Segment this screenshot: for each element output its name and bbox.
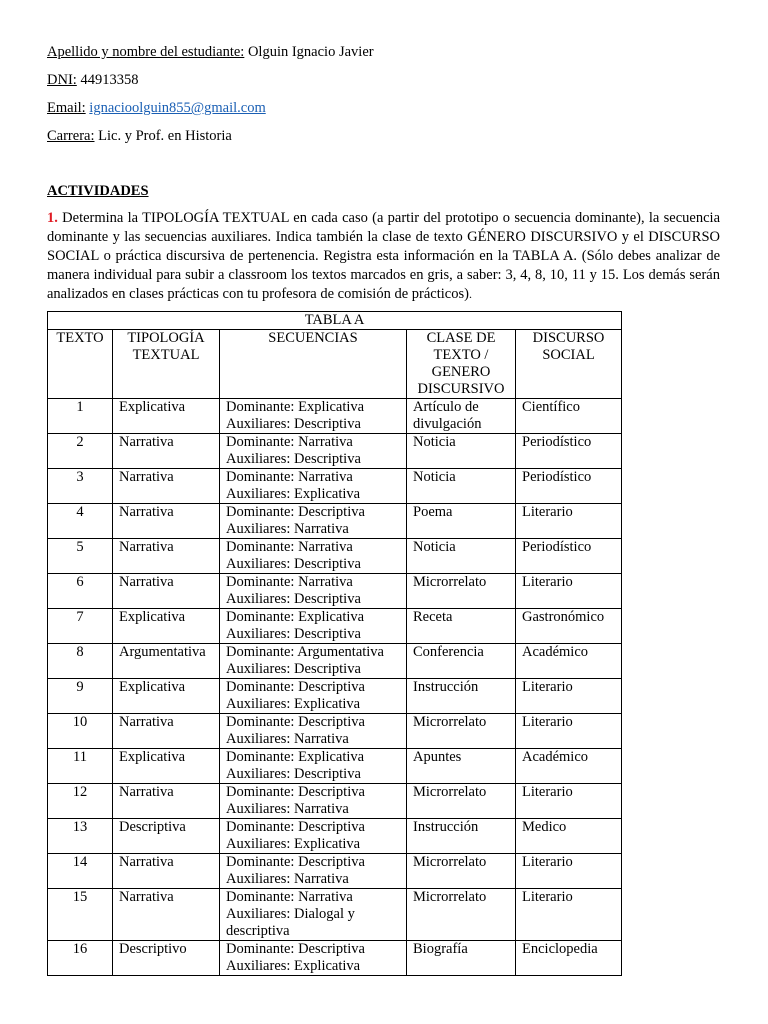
cell-tipologia: Narrativa <box>113 539 220 574</box>
cell-secuencias <box>220 574 407 609</box>
cell-clase-texto: Noticia <box>407 434 516 469</box>
header-discurso: DISCURSO SOCIAL <box>516 330 622 399</box>
cell-secuencias <box>220 784 407 819</box>
cell-discurso-social: Literario <box>516 504 622 539</box>
item-number: 1. <box>47 210 58 226</box>
table-row <box>48 714 622 749</box>
cell-tipologia: Narrativa <box>113 504 220 539</box>
student-name-line <box>47 43 374 61</box>
table-row <box>48 434 622 469</box>
table-row <box>48 574 622 609</box>
table-row <box>48 399 622 434</box>
table-row <box>48 819 622 854</box>
cell-tipologia: Narrativa <box>113 469 220 504</box>
student-name-label: Apellido y nombre del estudiante: <box>47 44 245 60</box>
cell-texto-number: 11 <box>48 749 113 784</box>
cell-secuencias <box>220 819 407 854</box>
dni-label: DNI: <box>47 72 77 88</box>
cell-texto-number: 12 <box>48 784 113 819</box>
secuencia-auxiliares: Auxiliares: Descriptiva <box>226 451 361 467</box>
header-texto: TEXTO <box>48 330 113 399</box>
secuencia-auxiliares: Auxiliares: Narrativa <box>226 521 349 537</box>
cell-clase-texto: Microrrelato <box>407 784 516 819</box>
cell-texto-number: 16 <box>48 941 113 976</box>
cell-tipologia: Narrativa <box>113 854 220 889</box>
secuencia-dominante: Dominante: Argumentativa <box>226 644 384 660</box>
header-secuencias: SECUENCIAS <box>220 330 407 399</box>
cell-discurso-social: Académico <box>516 749 622 784</box>
tabla-a <box>47 311 622 976</box>
secuencia-auxiliares: Auxiliares: Descriptiva <box>226 416 361 432</box>
secuencia-dominante: Dominante: Narrativa <box>226 889 353 905</box>
cell-discurso-social: Académico <box>516 644 622 679</box>
cell-secuencias <box>220 644 407 679</box>
cell-tipologia: Argumentativa <box>113 644 220 679</box>
cell-discurso-social: Científico <box>516 399 622 434</box>
secuencia-auxiliares: Auxiliares: Descriptiva <box>226 626 361 642</box>
secuencia-auxiliares: Auxiliares: Narrativa <box>226 801 349 817</box>
cell-clase-texto: Noticia <box>407 469 516 504</box>
cell-texto-number: 4 <box>48 504 113 539</box>
cell-clase-texto: Instrucción <box>407 679 516 714</box>
secuencia-dominante: Dominante: Descriptiva <box>226 679 365 695</box>
cell-secuencias <box>220 539 407 574</box>
secuencia-auxiliares: Auxiliares: Explicativa <box>226 696 361 712</box>
table-row <box>48 889 622 941</box>
secuencia-dominante: Dominante: Explicativa <box>226 399 365 415</box>
table-row <box>48 504 622 539</box>
cell-texto-number: 9 <box>48 679 113 714</box>
dni-value: 44913358 <box>80 72 139 88</box>
secuencia-dominante: Dominante: Narrativa <box>226 434 353 450</box>
instruction-end: . <box>468 287 472 301</box>
secuencia-auxiliares: Auxiliares: Descriptiva <box>226 556 361 572</box>
cell-tipologia: Explicativa <box>113 609 220 644</box>
header-clase: CLASE DE TEXTO / GENERO DISCURSIVO <box>407 330 516 399</box>
secuencia-auxiliares: Auxiliares: Explicativa <box>226 958 361 974</box>
header-tipologia: TIPOLOGÍA TEXTUAL <box>113 330 220 399</box>
secuencia-dominante: Dominante: Descriptiva <box>226 819 365 835</box>
secuencia-dominante: Dominante: Narrativa <box>226 539 353 555</box>
secuencia-dominante: Dominante: Descriptiva <box>226 854 365 870</box>
cell-discurso-social: Medico <box>516 819 622 854</box>
secuencia-auxiliares: Auxiliares: Dialogal y descriptiva <box>226 906 355 939</box>
table-row <box>48 644 622 679</box>
cell-texto-number: 15 <box>48 889 113 941</box>
email-link[interactable]: ignacioolguin855@gmail.com <box>89 100 266 116</box>
cell-tipologia: Descriptiva <box>113 819 220 854</box>
cell-texto-number: 1 <box>48 399 113 434</box>
secuencia-auxiliares: Auxiliares: Descriptiva <box>226 766 361 782</box>
cell-clase-texto: Artículo de divulgación <box>407 399 516 434</box>
career-label: Carrera: <box>47 128 95 144</box>
email-label: Email: <box>47 100 86 116</box>
cell-discurso-social: Periodístico <box>516 434 622 469</box>
secuencia-dominante: Dominante: Explicativa <box>226 609 365 625</box>
cell-discurso-social: Literario <box>516 714 622 749</box>
cell-clase-texto: Microrrelato <box>407 574 516 609</box>
cell-clase-texto: Microrrelato <box>407 889 516 941</box>
cell-clase-texto: Microrrelato <box>407 714 516 749</box>
secuencia-dominante: Dominante: Descriptiva <box>226 714 365 730</box>
cell-clase-texto: Instrucción <box>407 819 516 854</box>
instruction-text: Determina la TIPOLOGÍA TEXTUAL en cada caso (a partir del prototipo o secuencia dominante), la secuencia dominante y las secuencias auxiliares. Indica también la clase de texto GÉNERO DISCURSIVO y el DISCURSO SOCIAL o práctica discursiva de pertenencia. Registra esta información en la TABLA A. (Sólo debes analizar de manera individual para subir a classroom los textos marcados en gris, a saber: 3, 4, 8, 10, 11 y 15. Los demás serán analizados en clases prácticas con tu profesora de comisión de prácticos) <box>47 210 721 302</box>
student-name-value: Olguin Ignacio Javier <box>247 44 374 60</box>
cell-tipologia: Narrativa <box>113 784 220 819</box>
cell-discurso-social: Literario <box>516 854 622 889</box>
cell-secuencias <box>220 749 407 784</box>
secuencia-auxiliares: Auxiliares: Explicativa <box>226 836 361 852</box>
secuencia-dominante: Dominante: Narrativa <box>226 574 353 590</box>
secuencia-dominante: Dominante: Narrativa <box>226 469 353 485</box>
table-row <box>48 539 622 574</box>
cell-texto-number: 14 <box>48 854 113 889</box>
cell-discurso-social: Periodístico <box>516 469 622 504</box>
table-body <box>48 399 622 976</box>
table-row <box>48 784 622 819</box>
cell-clase-texto: Microrrelato <box>407 854 516 889</box>
cell-texto-number: 13 <box>48 819 113 854</box>
cell-discurso-social: Literario <box>516 679 622 714</box>
activity-instruction <box>47 209 720 304</box>
cell-tipologia: Descriptivo <box>113 941 220 976</box>
cell-secuencias <box>220 434 407 469</box>
career-value: Lic. y Prof. en Historia <box>98 128 232 144</box>
secuencia-auxiliares: Auxiliares: Descriptiva <box>226 661 361 677</box>
cell-tipologia: Explicativa <box>113 749 220 784</box>
cell-tipologia: Narrativa <box>113 574 220 609</box>
cell-secuencias <box>220 941 407 976</box>
activities-heading: ACTIVIDADES <box>47 183 149 199</box>
email-line <box>47 99 266 117</box>
cell-discurso-social: Gastronómico <box>516 609 622 644</box>
cell-discurso-social: Literario <box>516 889 622 941</box>
cell-texto-number: 3 <box>48 469 113 504</box>
secuencia-auxiliares: Auxiliares: Explicativa <box>226 486 361 502</box>
cell-texto-number: 7 <box>48 609 113 644</box>
cell-discurso-social: Literario <box>516 784 622 819</box>
secuencia-dominante: Dominante: Descriptiva <box>226 504 365 520</box>
cell-clase-texto: Noticia <box>407 539 516 574</box>
cell-tipologia: Narrativa <box>113 714 220 749</box>
cell-secuencias <box>220 399 407 434</box>
career-line <box>47 127 232 145</box>
cell-discurso-social: Enciclopedia <box>516 941 622 976</box>
cell-tipologia: Narrativa <box>113 889 220 941</box>
cell-texto-number: 5 <box>48 539 113 574</box>
cell-secuencias <box>220 469 407 504</box>
cell-texto-number: 10 <box>48 714 113 749</box>
table-caption: TABLA A <box>48 312 622 330</box>
cell-tipologia: Explicativa <box>113 679 220 714</box>
table-row <box>48 609 622 644</box>
cell-discurso-social: Literario <box>516 574 622 609</box>
table-row <box>48 854 622 889</box>
cell-secuencias <box>220 714 407 749</box>
cell-texto-number: 2 <box>48 434 113 469</box>
cell-secuencias <box>220 609 407 644</box>
cell-secuencias <box>220 854 407 889</box>
secuencia-auxiliares: Auxiliares: Narrativa <box>226 871 349 887</box>
cell-clase-texto: Poema <box>407 504 516 539</box>
cell-secuencias <box>220 679 407 714</box>
secuencia-auxiliares: Auxiliares: Narrativa <box>226 731 349 747</box>
cell-secuencias <box>220 504 407 539</box>
secuencia-dominante: Dominante: Explicativa <box>226 749 365 765</box>
cell-clase-texto: Receta <box>407 609 516 644</box>
cell-tipologia: Explicativa <box>113 399 220 434</box>
cell-clase-texto: Conferencia <box>407 644 516 679</box>
cell-texto-number: 8 <box>48 644 113 679</box>
secuencia-dominante: Dominante: Descriptiva <box>226 784 365 800</box>
secuencia-auxiliares: Auxiliares: Descriptiva <box>226 591 361 607</box>
cell-texto-number: 6 <box>48 574 113 609</box>
dni-line <box>47 71 138 89</box>
cell-discurso-social: Periodístico <box>516 539 622 574</box>
cell-tipologia: Narrativa <box>113 434 220 469</box>
cell-clase-texto: Apuntes <box>407 749 516 784</box>
table-row <box>48 941 622 976</box>
table-row <box>48 749 622 784</box>
table-row <box>48 469 622 504</box>
table-row <box>48 679 622 714</box>
secuencia-dominante: Dominante: Descriptiva <box>226 941 365 957</box>
cell-secuencias <box>220 889 407 941</box>
cell-clase-texto: Biografía <box>407 941 516 976</box>
